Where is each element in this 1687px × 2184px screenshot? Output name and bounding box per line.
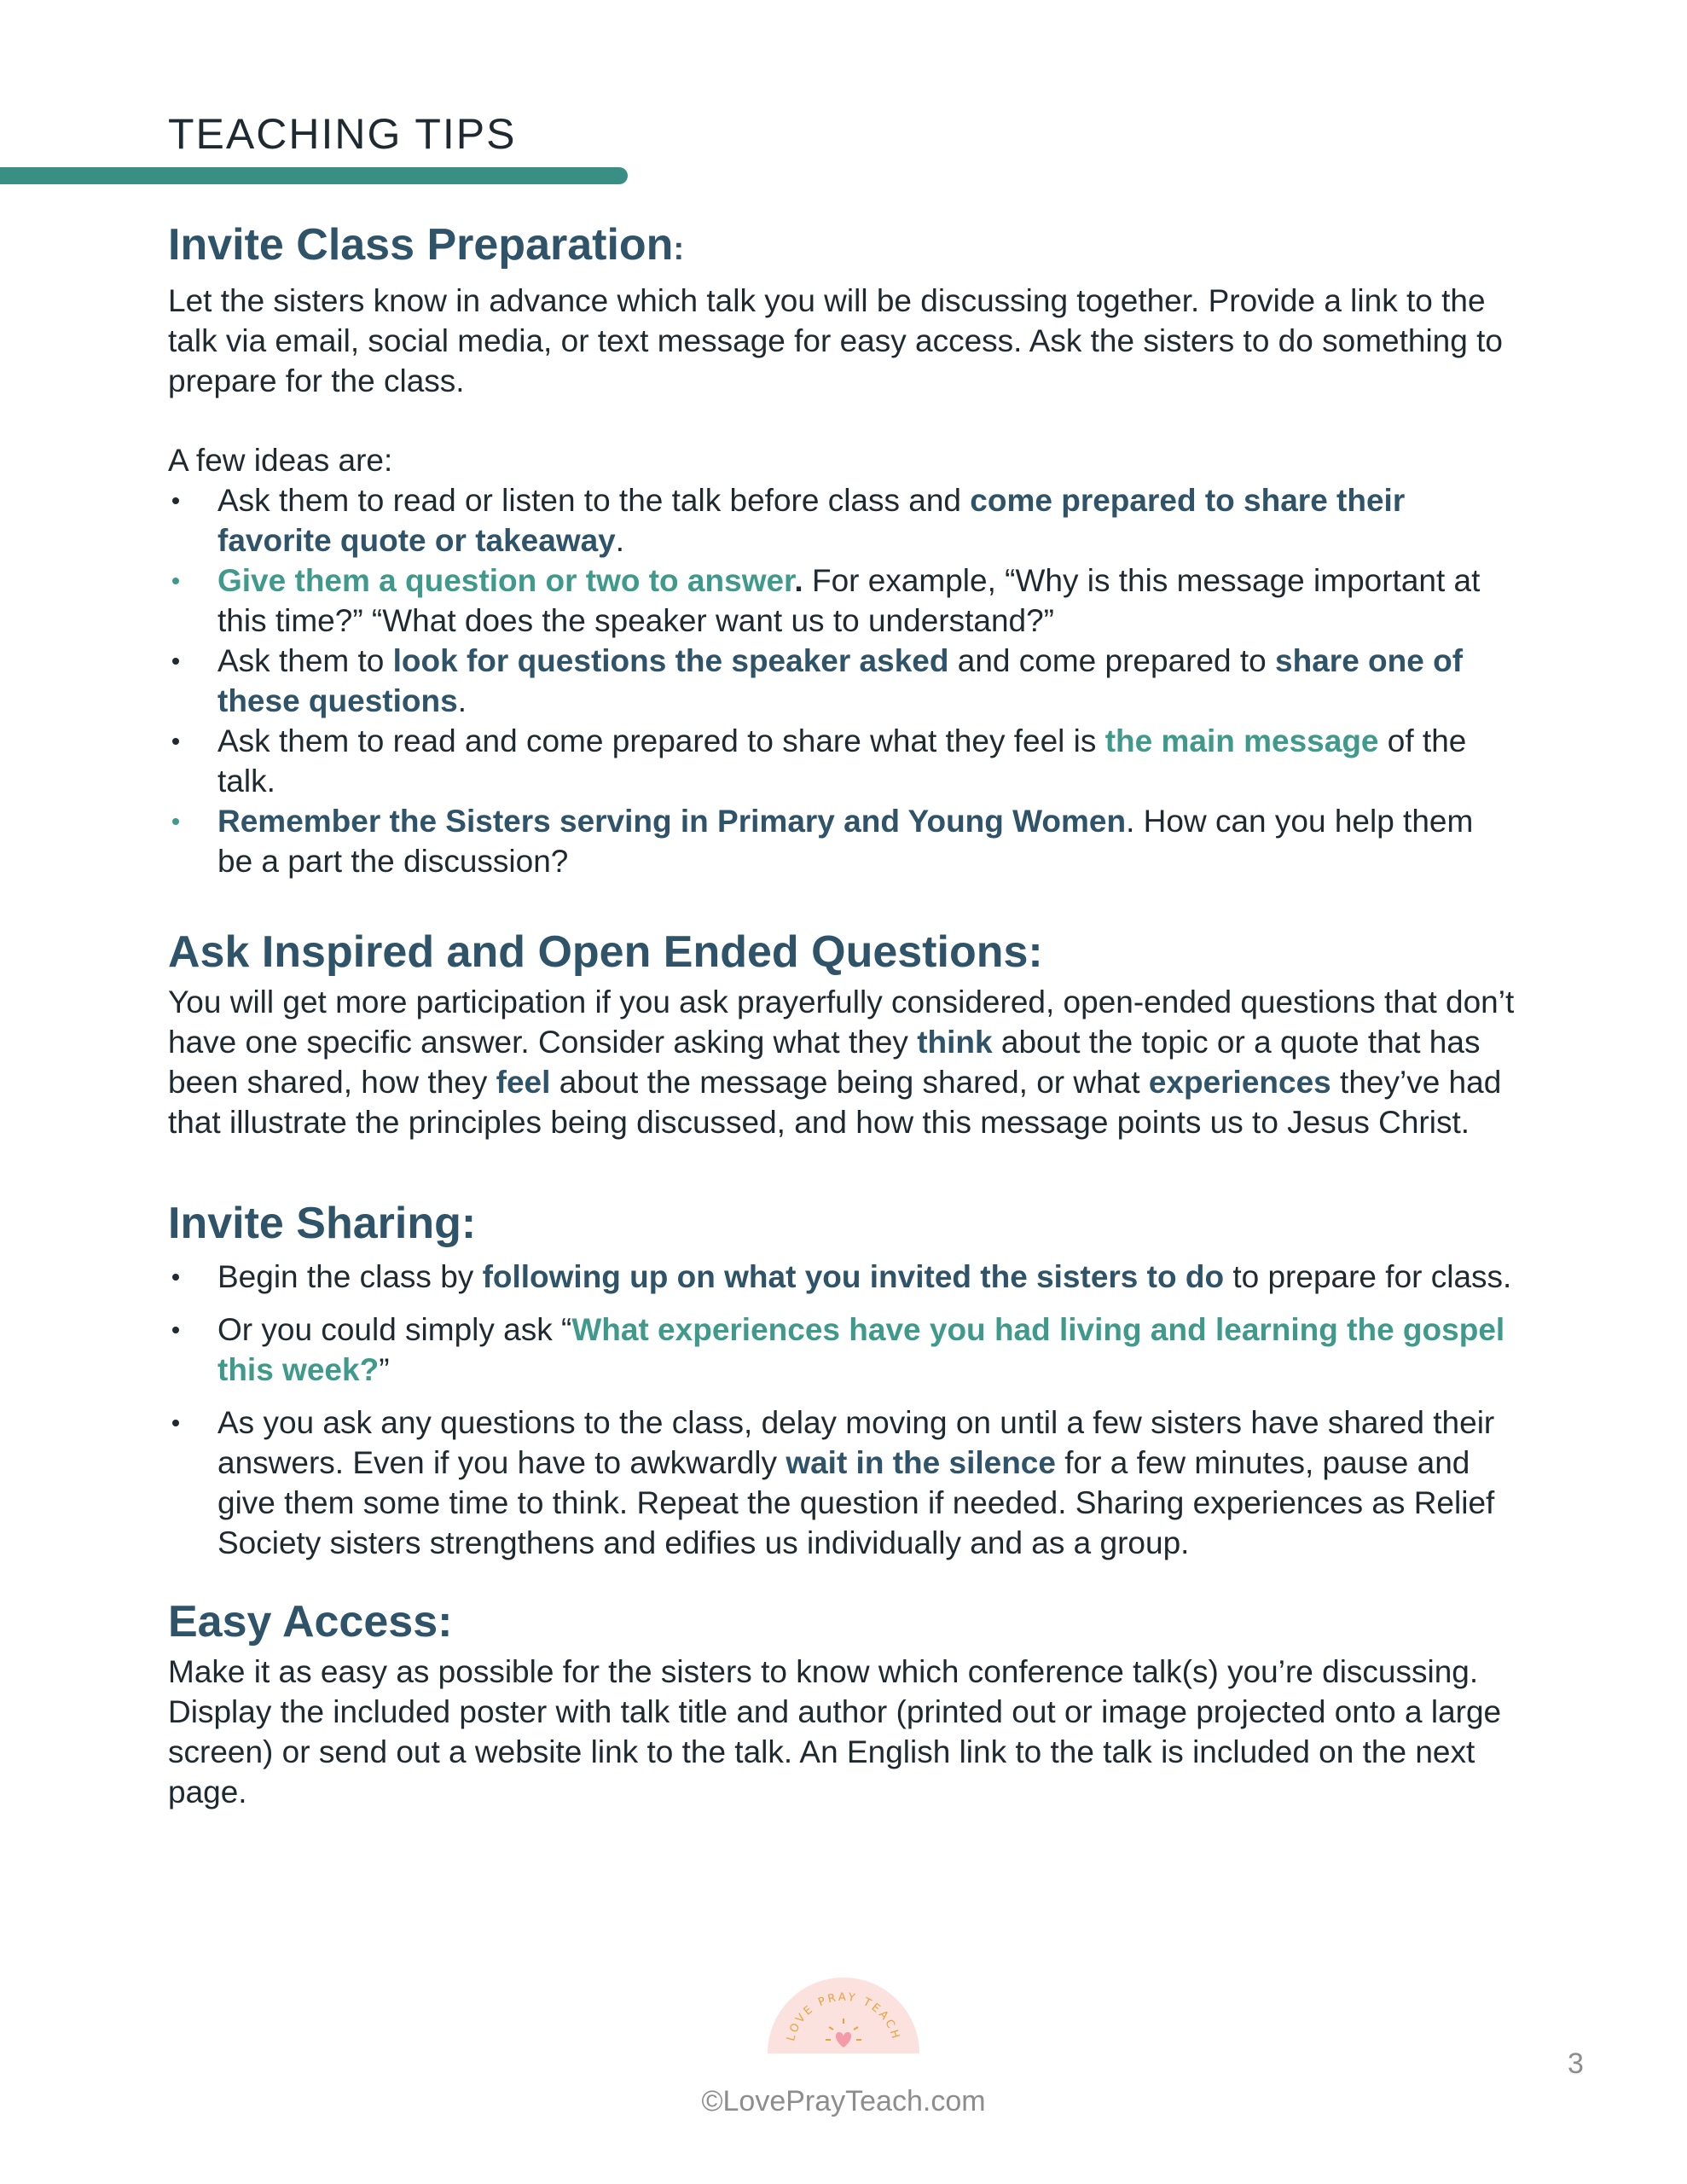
svg-text:LOVE PRAY TEACH: LOVE PRAY TEACH bbox=[785, 1990, 902, 2043]
list-item: Give them a question or two to answer. For example, “Why is this message important at this time?” “What does the speaker want us to understand?” bbox=[168, 561, 1516, 641]
list-item: Remember the Sisters serving in Primary and Young Women. How can you help them be a part the discussion? bbox=[168, 801, 1516, 881]
ideas-label: A few ideas are: bbox=[168, 443, 393, 478]
footer-copyright: ©LovePrayTeach.com bbox=[701, 2085, 986, 2117]
page-number: 3 bbox=[1568, 2048, 1584, 2080]
class-prep-intro: Let the sisters know in advance which talk you will be discussing together. Provide a link to the talk via email, social media, or text message for easy access. Ask the sisters to do something to prepare for the class. bbox=[168, 283, 1503, 398]
section-title-class-preparation: Invite Class Preparation: bbox=[168, 220, 685, 270]
list-item: Ask them to read or listen to the talk before class and come prepared to share their favorite quote or takeaway. bbox=[168, 480, 1516, 561]
section-title-easy-access: Easy Access: bbox=[168, 1597, 453, 1647]
sharing-list bbox=[168, 1257, 1516, 1563]
list-item: Ask them to read and come prepared to share what they feel is the main message of the talk. bbox=[168, 721, 1516, 801]
love-pray-teach-logo bbox=[768, 1978, 919, 2053]
list-item: Ask them to look for questions the speaker asked and come prepared to share one of these questions. bbox=[168, 641, 1516, 721]
easy-access-body: Make it as easy as possible for the sisters to know which conference talk(s) you’re discussing. Display the included poster with talk title and author (printed out or image projected onto a large screen) or send out a website link to the talk. An English link to the talk is included on the next page. bbox=[168, 1654, 1502, 1809]
list-item: Or you could simply ask “What experiences have you had living and learning the gospel this week?” bbox=[168, 1310, 1516, 1390]
page-content bbox=[168, 215, 1516, 1812]
list-item: As you ask any questions to the class, delay moving on until a few sisters have shared their answers. Even if you have to awkwardly wait in the silence for a few minutes, pause and give them some time to think. Repeat the question if needed. Sharing experiences as Relief Society sisters strengthens and edifies us individually and as a group. bbox=[168, 1403, 1516, 1563]
page-header: TEACHING TIPS bbox=[168, 110, 517, 158]
section-title-sharing: Invite Sharing: bbox=[168, 1199, 477, 1248]
ideas-list bbox=[168, 480, 1516, 881]
list-item: Begin the class by following up on what you invited the sisters to do to prepare for class. bbox=[168, 1257, 1516, 1297]
questions-body: You will get more participation if you ask prayerfully considered, open-ended questions that don’t have one specific answer. Consider asking what they think about the topic or a quote that has been shared, how they feel about the message being shared, or what experiences they’ve had that illustrate the principles being discussed, and how this message points us to Jesus Christ. bbox=[168, 985, 1515, 1140]
section-title-questions: Ask Inspired and Open Ended Questions: bbox=[168, 927, 1043, 977]
header-rule bbox=[0, 167, 628, 184]
